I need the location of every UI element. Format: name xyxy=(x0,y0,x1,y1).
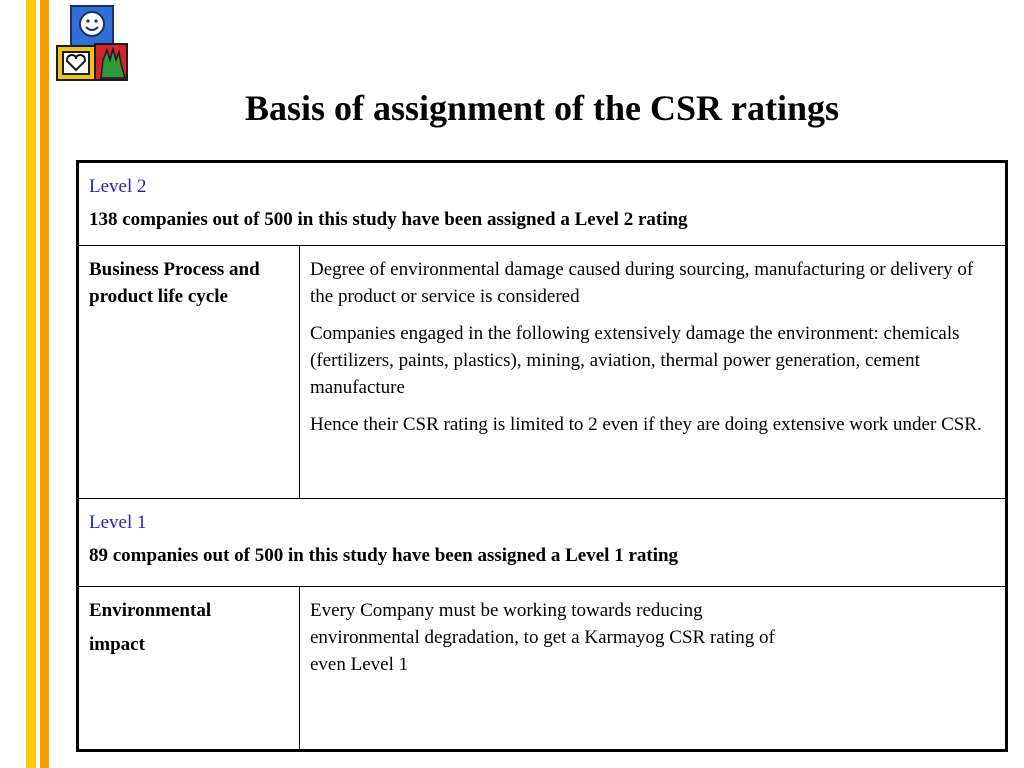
left-orange-stripe xyxy=(40,0,49,768)
level2-detail-row xyxy=(78,246,1007,499)
level2-criterion-cell xyxy=(78,246,300,499)
level2-header-cell xyxy=(78,162,1007,246)
level1-header-row xyxy=(78,499,1007,587)
slide-title: Basis of assignment of the CSR ratings xyxy=(244,88,840,128)
level2-header-row xyxy=(78,162,1007,246)
level2-summary: 138 companies out of 500 in this study have been assigned a Level 2 rating xyxy=(89,209,688,230)
csr-ratings-table xyxy=(76,160,1008,752)
level1-header-cell xyxy=(78,499,1007,587)
level2-paragraph: Degree of environmental damage caused during sourcing, manufacturing or delivery of the product or service is considered xyxy=(310,259,974,307)
level1-criterion-cell xyxy=(78,587,300,751)
level1-criterion-line: impact xyxy=(89,634,145,655)
level1-description: Every Company must be working towards reducing environmental degradation, to get a Karmayog CSR rating of even Level 1 xyxy=(310,600,775,675)
level2-paragraph: Hence their CSR rating is limited to 2 even if they are doing extensive work under CSR. xyxy=(310,414,982,435)
karmayog-logo-icon xyxy=(55,4,131,82)
level2-description-cell xyxy=(300,246,1007,499)
level1-detail-row xyxy=(78,587,1007,751)
level1-criterion-line: Environmental xyxy=(89,600,212,621)
level1-summary: 89 companies out of 500 in this study have been assigned a Level 1 rating xyxy=(89,545,679,566)
left-yellow-stripe xyxy=(26,0,36,768)
level1-description-cell xyxy=(300,587,1007,751)
level1-heading: Level 1 xyxy=(89,512,147,533)
level2-criterion: Business Process and product life cycle xyxy=(89,259,260,307)
level2-paragraph: Companies engaged in the following extensively damage the environment: chemicals (fertilizers, paints, plastics), mining, aviation, thermal power generation, cement manufacture xyxy=(310,323,960,398)
level2-heading: Level 2 xyxy=(89,176,147,197)
